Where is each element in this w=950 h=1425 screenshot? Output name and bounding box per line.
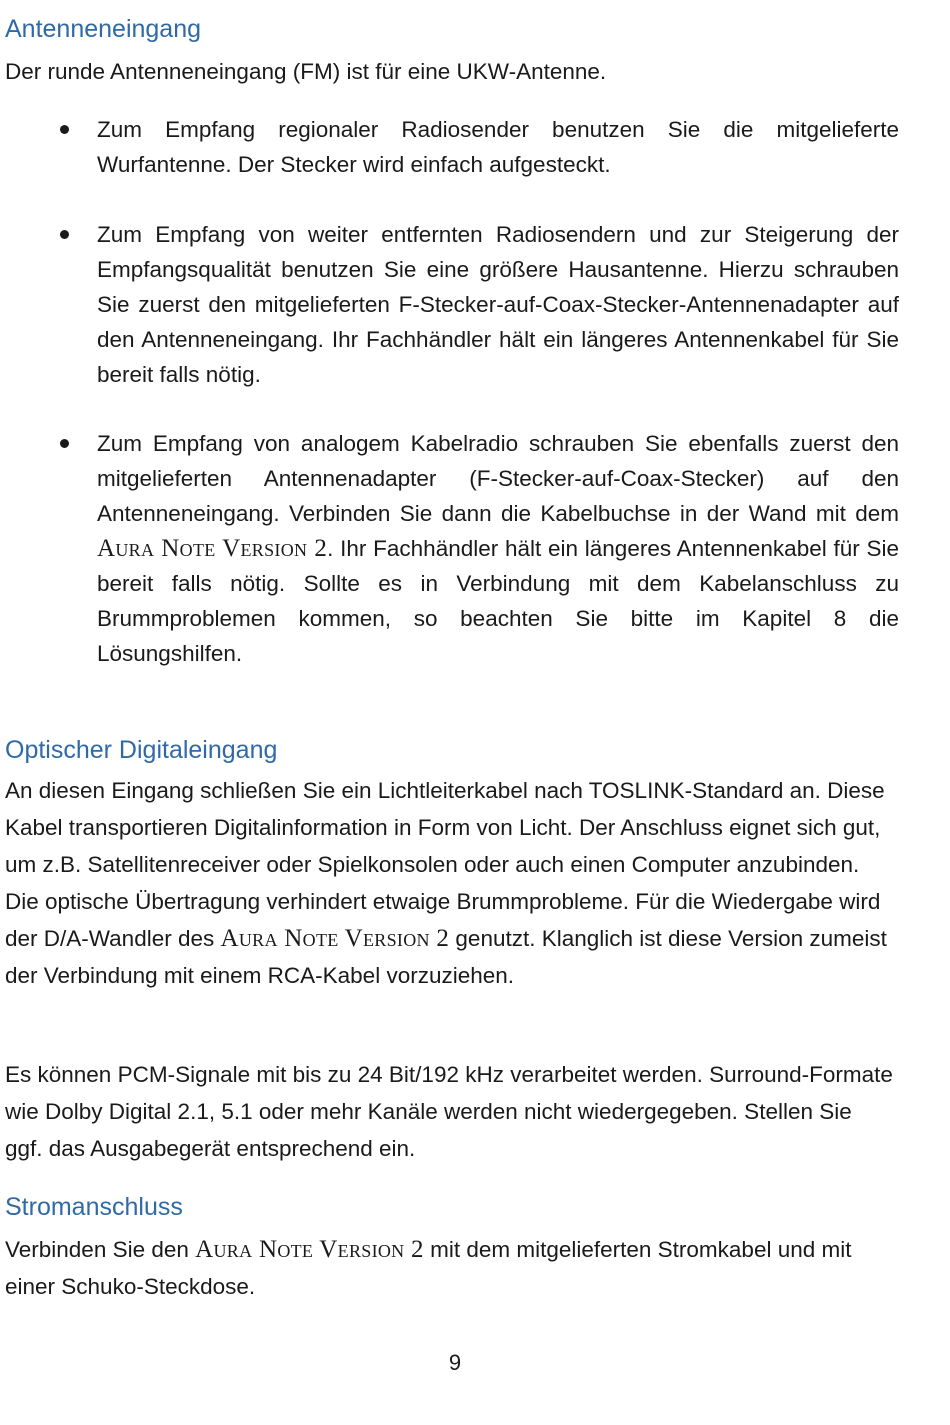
product-name: Aura Note Version 2 — [97, 535, 328, 562]
bullet-text: Zum Empfang regionaler Radiosender benutzen Sie die mitgelieferte Wurfantenne. Der Stecker wird einfach aufgesteckt. — [97, 117, 899, 177]
power-text-after: mit dem mitgelieferten Stromkabel und mit einer Schuko-Steckdose. — [5, 1237, 852, 1299]
bullet-icon — [60, 439, 69, 448]
optical-text-after: genutzt. Klanglich ist diese Version zumeist der Verbindung mit einem RCA-Kabel vorzuziehen. — [5, 926, 887, 988]
section-heading-optical: Optischer Digitaleingang — [5, 736, 278, 764]
power-paragraph — [5, 1231, 895, 1305]
page-number: 9 — [448, 1350, 462, 1375]
bullet-text-after: . Ihr Fachhändler hält ein längeres Antennenkabel für Sie bereit falls nötig. Sollte es in Verbindung mit dem Kabelanschluss zu Brummproblemen kommen, so beachten Sie bitte im Kapitel 8 die Lösungshilfen. — [97, 536, 899, 666]
bullet-text-before: Zum Empfang von analogem Kabelradio schrauben Sie ebenfalls zuerst den mitgelieferten Antennenadapter (F-Stecker-auf-Coax-Stecker) auf den Antenneneingang. Verbinden Sie dann die Kabelbuchse in der Wand mit dem — [97, 431, 899, 526]
optical-text-before: An diesen Eingang schließen Sie ein Lichtleiterkabel nach TOSLINK-Standard an. Diese Kabel transportieren Digitalinformation in Form von Licht. Der Anschluss eignet sich gut, um z.B. Satellitenreceiver oder Spielkonsolen oder auch einen Computer anzubinden. Die optische Übertragung verhindert etwaige Brummprobleme. Für die Wiedergabe wird der D/A-Wandler des — [5, 778, 885, 951]
optical-paragraph-2: Es können PCM-Signale mit bis zu 24 Bit/192 kHz verarbeitet werden. Surround-Formate wie Dolby Digital 2.1, 5.1 oder mehr Kanäle werden nicht wiedergegeben. Stellen Sie ggf. das Ausgabegerät entsprechend ein. — [5, 1062, 893, 1161]
bullet-text — [97, 426, 899, 671]
section-heading-antenna: Antenneneingang — [5, 15, 202, 43]
bullet-icon — [60, 125, 69, 134]
bullet-text: Zum Empfang von weiter entfernten Radiosendern und zur Steigerung der Empfangsqualität benutzen Sie eine größere Hausantenne. Hierzu schrauben Sie zuerst den mitgelieferten F-Stecker-auf-Coax-Stecker-Antennenadapter auf den Antenneneingang. Ihr Fachhändler hält ein längeres Antennenkabel für Sie bereit falls nötig. — [97, 222, 899, 387]
bullet-icon — [60, 230, 69, 239]
product-name: Aura Note Version 2 — [220, 925, 450, 952]
power-text-before: Verbinden Sie den — [5, 1237, 196, 1262]
section-heading-power: Stromanschluss — [5, 1193, 183, 1221]
antenna-intro: Der runde Antenneneingang (FM) ist für eine UKW-Antenne. — [5, 59, 607, 84]
optical-paragraph-1 — [5, 772, 895, 994]
product-name: Aura Note Version 2 — [195, 1236, 424, 1263]
